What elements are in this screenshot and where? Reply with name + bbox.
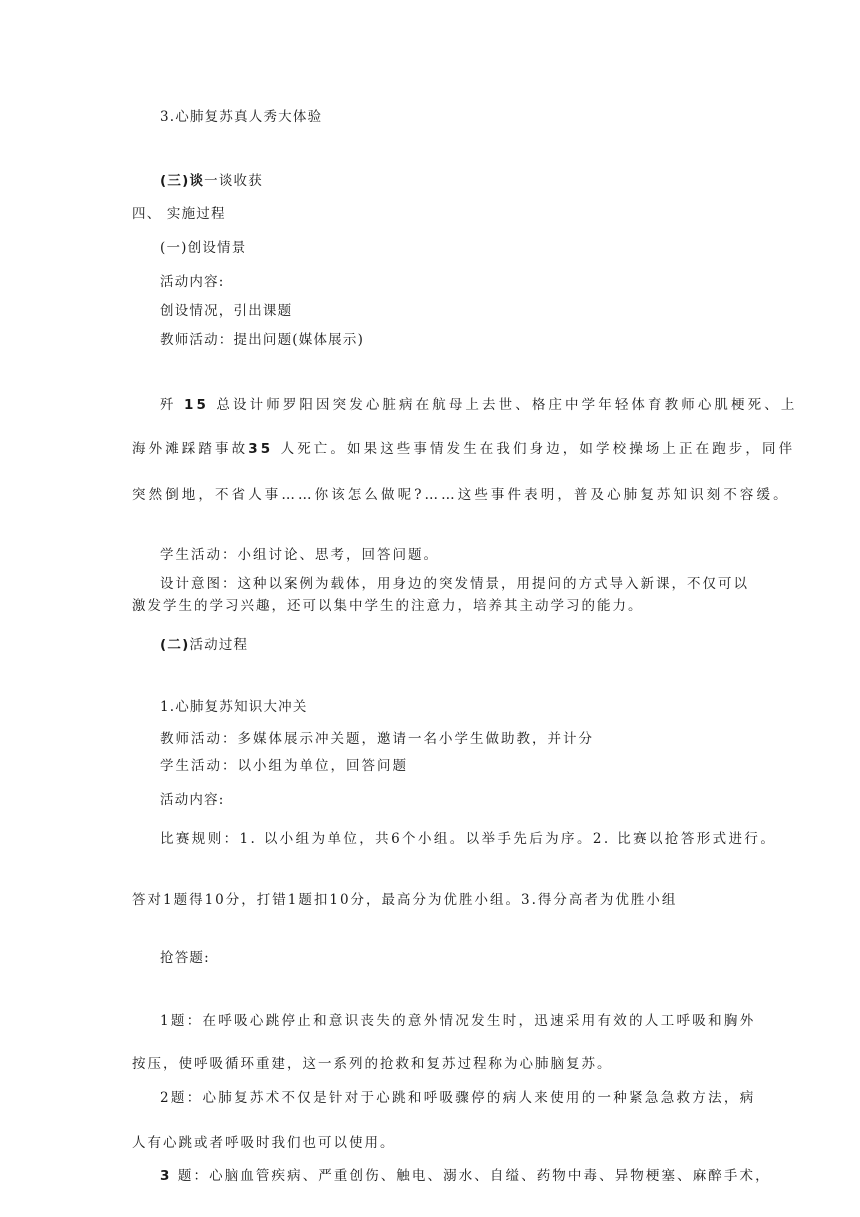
design-intent-line-1: 设计意图：这种以案例为载体，用身边的突发情景，用提问的方式导入新课，不仅可以 [160,576,749,592]
activity-content-label-2: 活动内容: [160,792,225,808]
section-3-title: 一谈收获 [204,173,263,189]
teacher-activity-1: 教师活动：提出问题(媒体展示) [160,332,365,348]
item-3-heading: 3.心肺复苏真人秀大体验 [160,109,323,125]
activity-content-label: 活动内容: [160,274,225,290]
chapter-4-heading: 四、 实施过程 [132,206,226,222]
quiz-label: 抢答题: [160,950,210,966]
rules-line-2: 答对1题得10分，打错1题扣10分，最高分为优胜小组。3.得分高者为优胜小组 [132,892,678,908]
subsection-2-heading: (二)活动过程 [160,637,249,653]
question-2-line-1: 2题：心肺复苏术不仅是针对于心跳和呼吸骤停的病人来使用的一种紧急急救方法，病 [160,1090,756,1106]
case-paragraph-line-1: 歼 15 总设计师罗阳因突发心脏病在航母上去世、格庄中学年轻体育教师心肌梗死、上 [160,397,798,413]
design-intent-line-2: 激发学生的学习兴趣，还可以集中学生的注意力，培养其主动学习的能力。 [132,598,644,614]
case-paragraph-line-2: 海外滩踩踏事故35 人死亡。如果这些事情发生在我们身边，如学校操场上正在跑步，同伴 [132,441,796,457]
question-3-line-1: 3 题：心脑血管疾病、严重创伤、触电、溺水、自缢、药物中毒、异物梗塞、麻醉手术， [160,1168,771,1184]
teacher-activity-2: 教师活动：多媒体展示冲关题，邀请一名小学生做助教，并计分 [160,731,594,747]
case-paragraph-line-3: 突然倒地，不省人事……你该怎么做呢?……这些事件表明，普及心肺复苏知识刻不容缓。 [132,487,790,503]
section-3-label: (三)谈 [160,173,205,189]
question-1-line-1: 1题：在呼吸心跳停止和意识丧失的意外情况发生时，迅速采用有效的人工呼吸和胸外 [160,1013,756,1029]
question-2-line-2: 人有心跳或者呼吸时我们也可以使用。 [132,1135,396,1151]
activity-content-text: 创设情况，引出课题 [160,303,293,319]
section-3-heading [160,172,263,190]
student-activity-2: 学生活动：以小组为单位，回答问题 [160,758,408,774]
item-1-heading: 1.心肺复苏知识大冲关 [160,699,308,715]
subsection-1-heading: (一)创设情景 [160,240,247,256]
student-activity-1: 学生活动：小组讨论、思考，回答问题。 [160,547,439,563]
rules-line-1: 比赛规则：1. 以小组为单位，共6个小组。以举手先后为序。2. 比赛以抢答形式进行。 [160,831,777,847]
question-1-line-2: 按压，使呼吸循环重建，这一系列的抢救和复苏过程称为心肺脑复苏。 [132,1056,613,1072]
